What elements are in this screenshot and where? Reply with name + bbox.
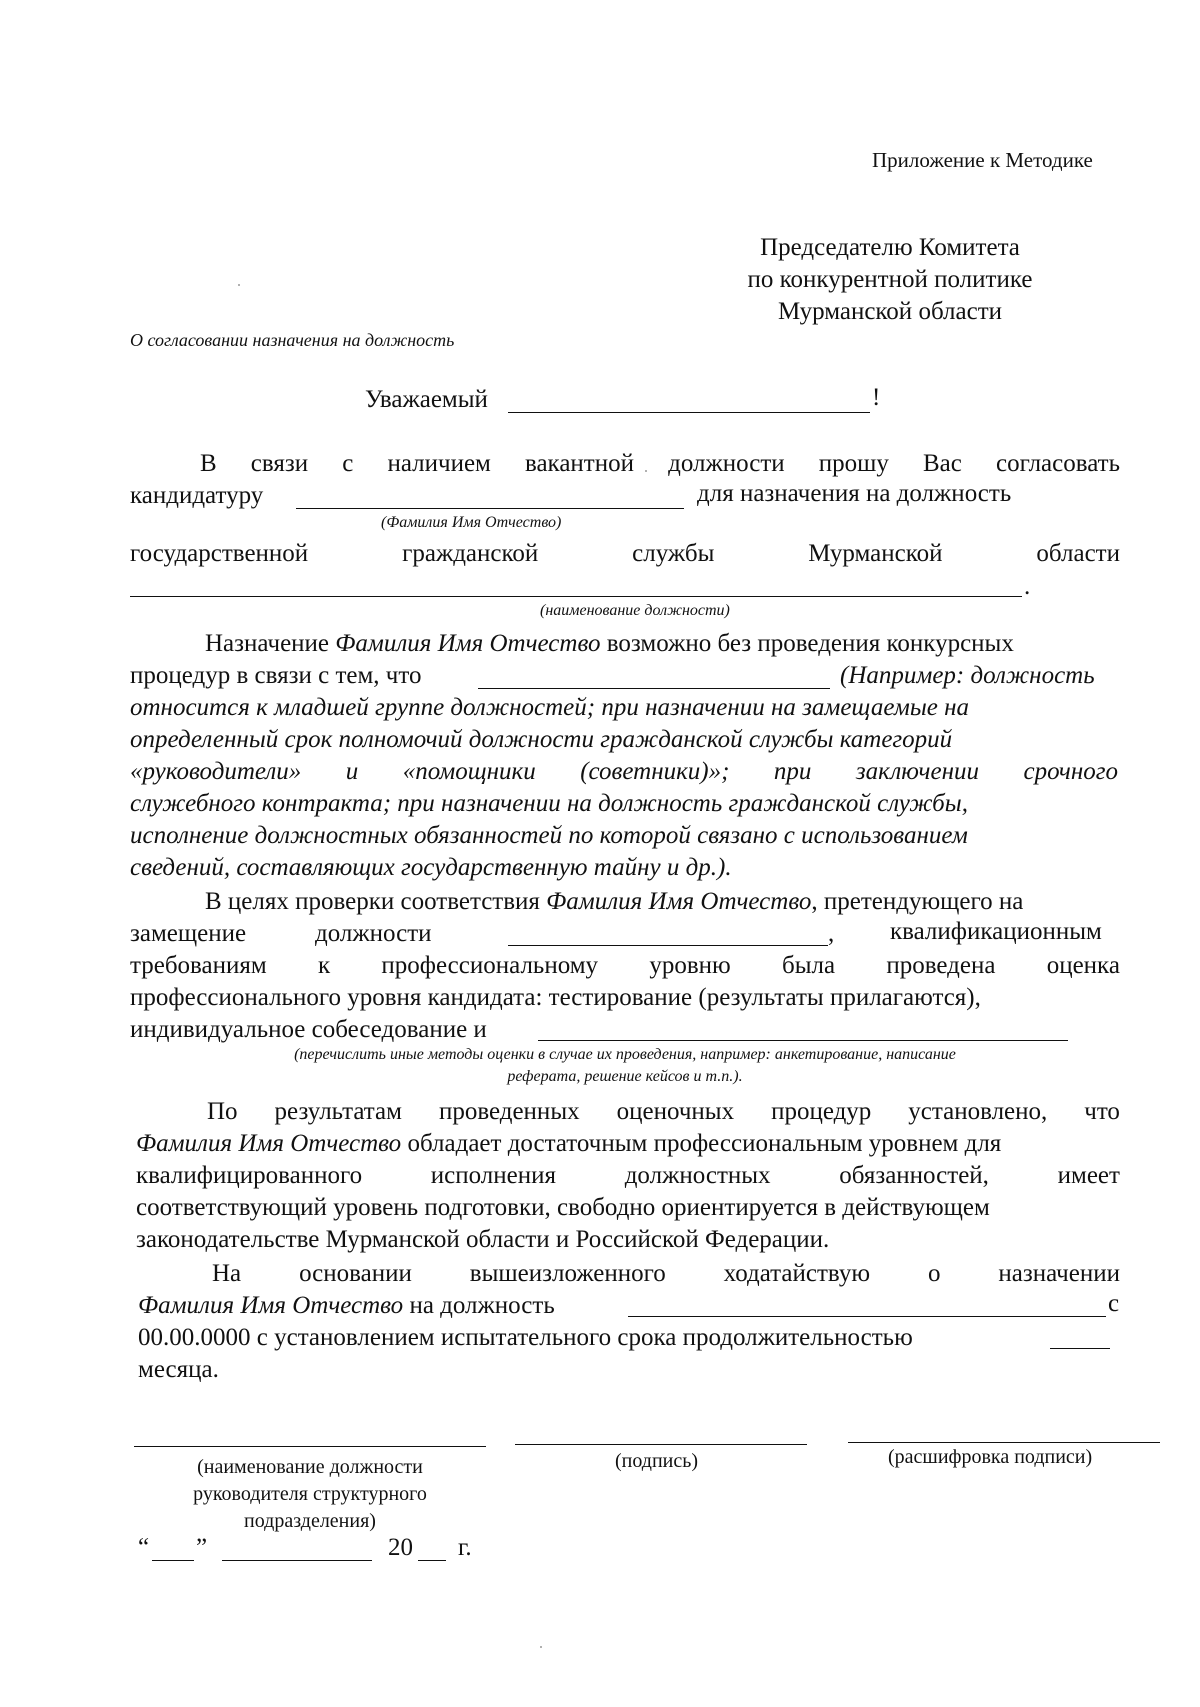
p1-candidacy-label: кандидатуру [130,482,264,509]
p2-line-4: определенный срок полномочий должности гражданской службы категорий [130,726,953,753]
p5-line-2: Фамилия Имя Отчество на должность [138,1292,555,1319]
date-quote-close: ” [196,1534,208,1561]
p2-line-8: сведений, составляющих государственную тайну и др.). [130,854,732,881]
scan-speck [645,470,647,472]
fio-placeholder: Фамилия Имя Отчество [335,630,601,657]
p3-line-2b: должности [315,920,432,947]
candidate-fio-blank[interactable] [296,508,684,509]
date-year-suffix: г. [458,1534,472,1561]
p3-line-2c: , [828,920,835,947]
p1-line-1: В связи с наличием вакантной должности прошу Вас согласовать [200,450,1120,477]
fio-placeholder: Фамилия Имя Отчество [138,1292,404,1319]
addressee-blank[interactable] [508,412,870,413]
date-year-prefix: 20 [388,1534,413,1561]
reason-blank[interactable] [478,688,830,689]
p5-line-4: месяца. [138,1356,219,1383]
position-blank-2[interactable] [508,945,828,946]
sign-position-line[interactable] [134,1446,486,1447]
recipient-line-2: по конкурентной политике [747,266,1033,293]
scan-speck [238,284,240,286]
p3-line-3: требованиям к профессиональному уровню была проведена оценка [130,952,1120,979]
caption-position: (наименование должности) [540,602,730,619]
p2-line-2b: (Например: должность [840,662,1095,689]
p1-end-dot: . [1024,573,1031,600]
p2-line-7: исполнение должностных обязанностей по которой связано с использованием [130,822,968,849]
caption-head-position: (наименование должности руководителя структурного подразделения) [193,1456,427,1532]
date-month-blank[interactable] [222,1560,372,1561]
date-day-blank[interactable] [152,1560,194,1561]
date-quote-open: “ [138,1534,150,1561]
p3-line-5: индивидуальное собеседование и [130,1016,487,1043]
caption-methods-1: (перечислить иные методы оценки в случае их проведения, например: анкетирование, написание [294,1046,956,1063]
recipient-line-1: Председателю Комитета [760,234,1020,261]
probation-months-blank[interactable] [1050,1348,1110,1349]
salutation-excl: ! [872,384,881,411]
p1-line-3: государственной гражданской службы Мурманской области [130,540,1120,567]
subject-line: О согласовании назначения на должность [130,330,455,350]
p5-line-3: 00.00.0000 с установлением испытательного срока продолжительностью [138,1324,913,1351]
caption-fio: (Фамилия Имя Отчество) [381,514,562,531]
p4-line-1: По результатам проведенных оценочных процедур установлено, что [207,1098,1120,1125]
position-name-blank[interactable] [130,596,1022,597]
caption-signature-decode: (расшифровка подписи) [888,1446,1093,1468]
p1-appoint-label: для назначения на должность [697,480,1012,507]
salutation-word: Уважаемый [365,386,488,413]
other-methods-blank[interactable] [538,1040,1068,1041]
p5-line-2c: с [1108,1290,1120,1317]
sign-signature-line[interactable] [515,1444,807,1445]
p2-line-6: служебного контракта; при назначении на должность гражданской службы, [130,790,968,817]
p2-line-1: Назначение Фамилия Имя Отчество возможно без проведения конкурсных [205,630,1014,657]
p3-line-2a: замещение [130,920,247,947]
fio-placeholder: Фамилия Имя Отчество [546,888,812,915]
p4-line-3: квалифицированного исполнения должностных обязанностей, имеет [136,1162,1120,1189]
p5-line-1: На основании вышеизложенного ходатайствую о назначении [212,1260,1120,1287]
scan-speck [540,1646,542,1648]
caption-methods-2: реферата, решение кейсов и т.п.). [507,1068,743,1085]
recipient-line-3: Мурманской области [777,298,1003,325]
p3-line-2d: квалификационным [890,918,1102,945]
p2-line-3: относится к младшей группе должностей; при назначении на замещаемые на [130,694,970,721]
recipient-block [710,232,1070,328]
p3-line-1: В целях проверки соответствия Фамилия Имя Отчество, претендующего на [205,888,1024,915]
appoint-position-blank[interactable] [628,1316,1106,1317]
p2-line-2a: процедур в связи с тем, что [130,662,422,689]
sign-decode-line[interactable] [848,1442,1160,1443]
p4-line-5: законодательстве Мурманской области и Российской Федерации. [136,1226,830,1253]
caption-signature: (подпись) [615,1450,699,1472]
p3-line-4: профессионального уровня кандидата: тестирование (результаты прилагаются), [130,984,981,1011]
p2-line-5: «руководители» и «помощники (советники)»; при заключении срочного [130,758,1118,785]
p4-line-2: Фамилия Имя Отчество обладает достаточным профессиональным уровнем для [136,1130,1002,1157]
p4-line-4: соответствующий уровень подготовки, свободно ориентируется в действующем [136,1194,990,1221]
appendix-label: Приложение к Методике [872,148,1093,172]
fio-placeholder: Фамилия Имя Отчество [136,1130,402,1157]
date-year-blank[interactable] [418,1560,446,1561]
